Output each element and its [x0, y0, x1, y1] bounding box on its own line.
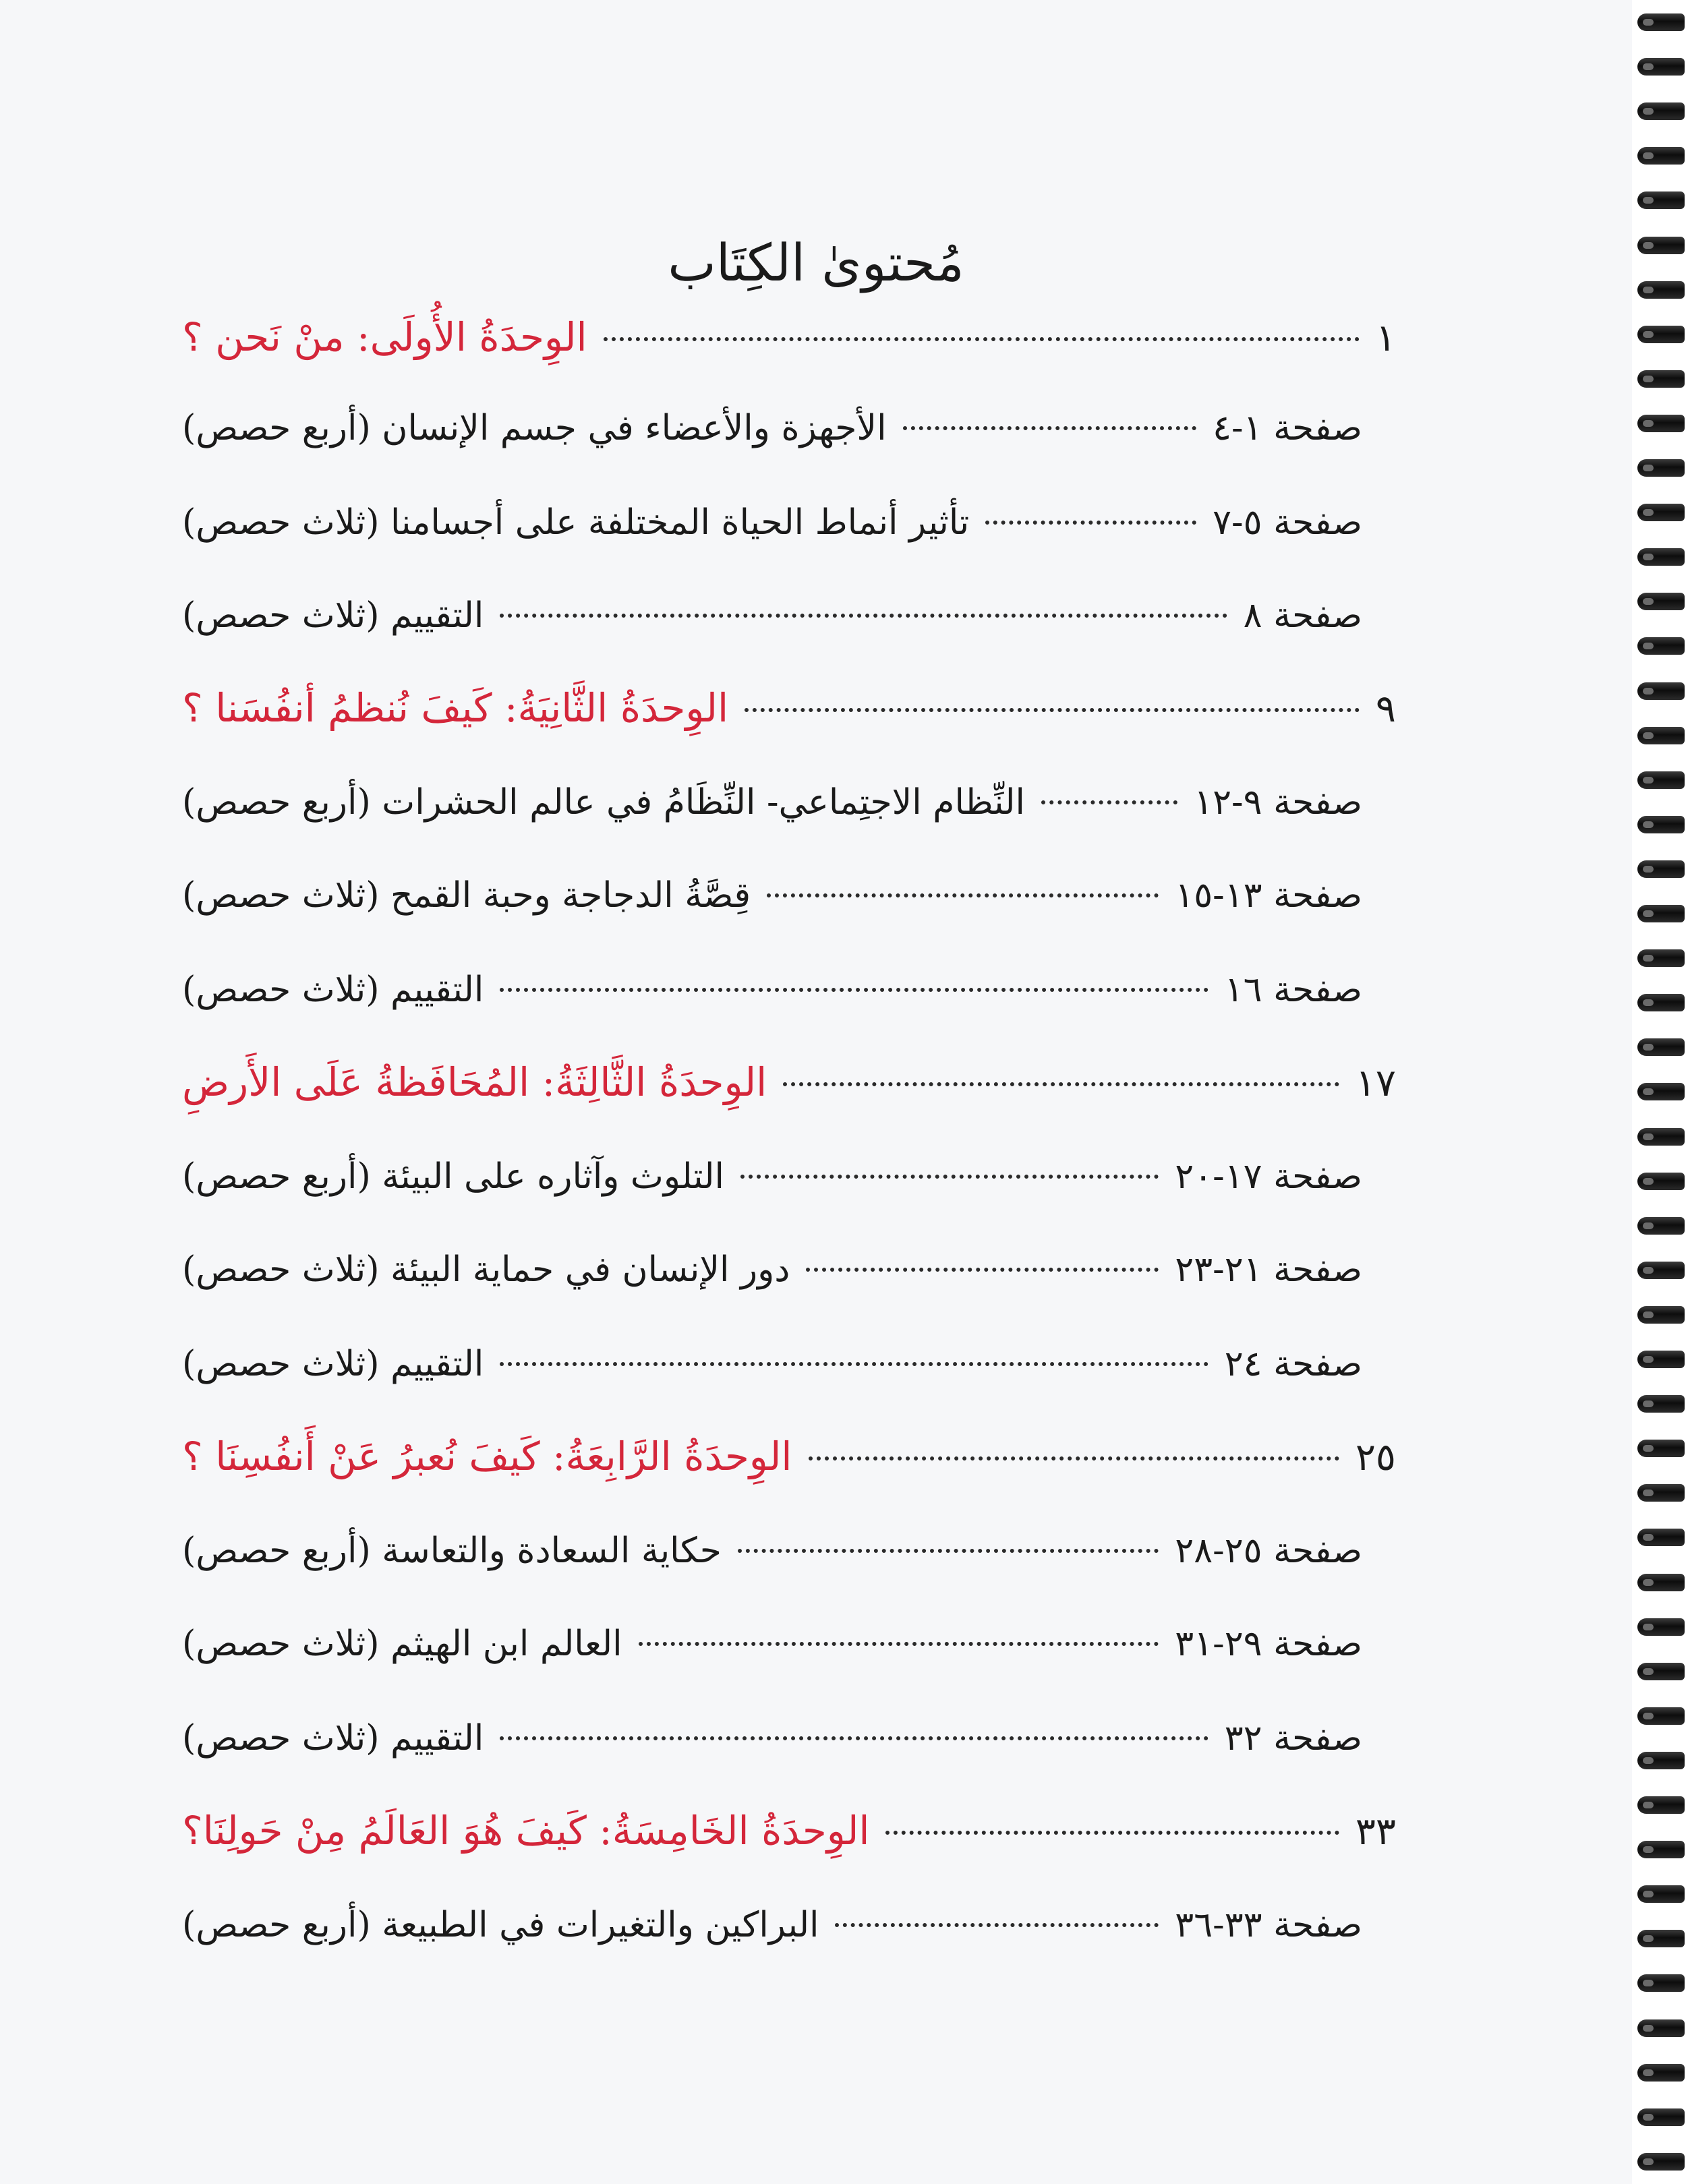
toc-label: التقييم (ثلاث حصص) [182, 1344, 484, 1384]
toc-page: صفحة ٩-١٢ [1194, 782, 1362, 823]
dot-leader [500, 1362, 1208, 1366]
toc-lesson [182, 1521, 1362, 1581]
dot-leader [639, 1642, 1159, 1646]
toc-lesson [182, 960, 1362, 1020]
spiral-coil [1637, 504, 1685, 521]
toc-unit-1 [182, 307, 1396, 367]
toc-page: صفحة ٢٤ [1224, 1344, 1362, 1384]
toc-label: قِصَّةُ الدجاجة وحبة القمح (ثلاث حصص) [182, 875, 751, 916]
spiral-coil [1637, 102, 1685, 120]
toc-label: الوِحدَةُ الأُولَى: منْ نَحن ؟ [182, 314, 587, 360]
spiral-coil [1637, 1484, 1685, 1502]
spiral-coil [1637, 1128, 1685, 1146]
spiral-coil [1637, 994, 1685, 1011]
spiral-coil [1637, 1707, 1685, 1725]
toc-label: حكاية السعادة والتعاسة (أربع حصص) [182, 1531, 722, 1571]
spiral-coil [1637, 548, 1685, 566]
dot-leader [500, 988, 1208, 992]
toc-page: ١ [1375, 316, 1396, 360]
spiral-coil [1637, 1663, 1685, 1680]
page-title: مُحتوىٰ الكِتَاب [668, 233, 964, 293]
toc-page: ٢٥ [1355, 1436, 1396, 1479]
toc-lesson [182, 1334, 1362, 1394]
spiral-coil [1637, 1841, 1685, 1858]
spiral-coil [1637, 1395, 1685, 1413]
spiral-coil [1637, 237, 1685, 254]
toc-lesson [182, 1614, 1362, 1674]
spiral-coil [1637, 415, 1685, 432]
toc-page: ١٧ [1355, 1061, 1396, 1105]
spiral-coil [1637, 1262, 1685, 1279]
dot-leader [783, 1082, 1339, 1086]
toc-label: الوِحدَةُ الثَّالِثَةُ: المُحَافَظةُ عَلَى الأَرضِ [182, 1059, 767, 1105]
toc-page: صفحة ١٦ [1224, 970, 1362, 1010]
dot-leader [903, 426, 1197, 430]
toc-page: صفحة ٣٢ [1224, 1718, 1362, 1759]
spiral-binding [1632, 0, 1690, 2184]
spiral-coil [1637, 2064, 1685, 2082]
toc-label: الأجهزة والأعضاء في جسم الإنسان (أربع حصص) [182, 408, 887, 448]
spiral-coil [1637, 860, 1685, 878]
spiral-coil [1637, 1885, 1685, 1903]
spiral-coil [1637, 593, 1685, 610]
spiral-coil [1637, 1306, 1685, 1324]
dot-leader [767, 893, 1159, 897]
spiral-coil [1637, 1618, 1685, 1636]
spiral-coil [1637, 727, 1685, 744]
toc-lesson [182, 1895, 1362, 1955]
toc-label: النِّظام الاجتِماعي- النِّظَامُ في عالم الحشرات (أربع حصص) [182, 782, 1025, 823]
spiral-coil [1637, 905, 1685, 922]
spiral-coil [1637, 771, 1685, 789]
toc-label: الوِحدَةُ الخَامِسَةُ: كَيفَ هُوَ العَالَمُ مِنْ حَولِنَا؟ [182, 1808, 870, 1854]
spiral-coil [1637, 1440, 1685, 1457]
toc-label: التقييم (ثلاث حصص) [182, 1718, 484, 1759]
dot-leader [500, 614, 1227, 618]
dot-leader [740, 1175, 1159, 1179]
spiral-coil [1637, 281, 1685, 299]
spiral-coil [1637, 147, 1685, 165]
toc-page: صفحة ٨ [1243, 595, 1362, 636]
toc-label: التقييم (ثلاث حصص) [182, 595, 484, 636]
toc-unit-4 [182, 1426, 1396, 1487]
spiral-coil [1637, 1083, 1685, 1100]
spiral-coil [1637, 1752, 1685, 1769]
dot-leader [835, 1923, 1159, 1927]
spiral-coil [1637, 949, 1685, 967]
spiral-coil [1637, 1217, 1685, 1235]
spiral-coil [1637, 816, 1685, 833]
toc-lesson [182, 585, 1362, 646]
spiral-coil [1637, 1574, 1685, 1591]
dot-leader [1041, 800, 1177, 804]
toc-page: صفحة ١-٤ [1213, 408, 1362, 448]
toc-page: صفحة ٢١-٢٣ [1175, 1249, 1362, 1290]
spiral-coil [1637, 58, 1685, 76]
dot-leader [500, 1736, 1208, 1740]
toc-label: العالم ابن الهيثم (ثلاث حصص) [182, 1624, 622, 1664]
dot-leader [738, 1549, 1159, 1553]
spiral-coil [1637, 1974, 1685, 1992]
dot-leader [985, 521, 1196, 525]
dot-leader [604, 337, 1360, 341]
spiral-coil [1637, 637, 1685, 655]
dot-leader [885, 1831, 1339, 1835]
spiral-coil [1637, 2153, 1685, 2171]
dot-leader [806, 1268, 1159, 1272]
toc-label: دور الإنسان في حماية البيئة (ثلاث حصص) [182, 1249, 790, 1290]
spiral-coil [1637, 326, 1685, 343]
toc-page: صفحة ٢٩-٣١ [1175, 1624, 1362, 1664]
spiral-coil [1637, 682, 1685, 700]
toc-unit-3 [182, 1052, 1396, 1113]
toc-label: الوِحدَةُ الثَّانِيَةُ: كَيفَ نُنظمُ أنفُسَنا ؟ [182, 685, 729, 731]
toc-lesson [182, 1146, 1362, 1207]
spiral-coil [1637, 2108, 1685, 2126]
toc-page: ٩ [1375, 687, 1396, 731]
spiral-coil [1637, 1796, 1685, 1814]
toc-label: الوِحدَةُ الرَّابِعَةُ: كَيفَ نُعبرُ عَنْ أَنفُسِنَا ؟ [182, 1434, 792, 1479]
toc-label: تأثير أنماط الحياة المختلفة على أجسامنا (ثلاث حصص) [182, 502, 970, 543]
spiral-coil [1637, 1529, 1685, 1546]
toc-page: صفحة ٣٣-٣٦ [1175, 1905, 1362, 1945]
toc-label: البراكين والتغيرات في الطبيعة (أربع حصص) [182, 1905, 819, 1945]
spiral-coil [1637, 370, 1685, 388]
toc-lesson [182, 398, 1362, 459]
spiral-coil [1637, 1351, 1685, 1368]
spiral-coil [1637, 1038, 1685, 1056]
dot-leader [809, 1456, 1339, 1460]
spiral-coil [1637, 191, 1685, 209]
toc-label: التقييم (ثلاث حصص) [182, 970, 484, 1010]
toc-page: صفحة ٢٥-٢٨ [1175, 1531, 1362, 1571]
toc-page: صفحة ١٣-١٥ [1175, 875, 1362, 916]
spiral-coil [1637, 1173, 1685, 1190]
toc-page: صفحة ١٧-٢٠ [1175, 1156, 1362, 1197]
spiral-coil [1637, 1930, 1685, 1947]
spiral-coil [1637, 459, 1685, 477]
dot-leader [745, 708, 1360, 712]
spiral-coil [1637, 13, 1685, 31]
toc-label: التلوث وآثاره على البيئة (أربع حصص) [182, 1156, 724, 1197]
toc-lesson [182, 865, 1362, 926]
toc-lesson [182, 1239, 1362, 1300]
toc-unit-5 [182, 1800, 1396, 1861]
toc-page: صفحة ٥-٧ [1213, 502, 1362, 543]
toc-lesson [182, 492, 1362, 553]
toc-lesson [182, 772, 1362, 833]
toc-unit-2 [182, 678, 1396, 738]
toc-lesson [182, 1708, 1362, 1769]
toc-page: ٣٣ [1355, 1810, 1396, 1854]
spiral-coil [1637, 2019, 1685, 2037]
